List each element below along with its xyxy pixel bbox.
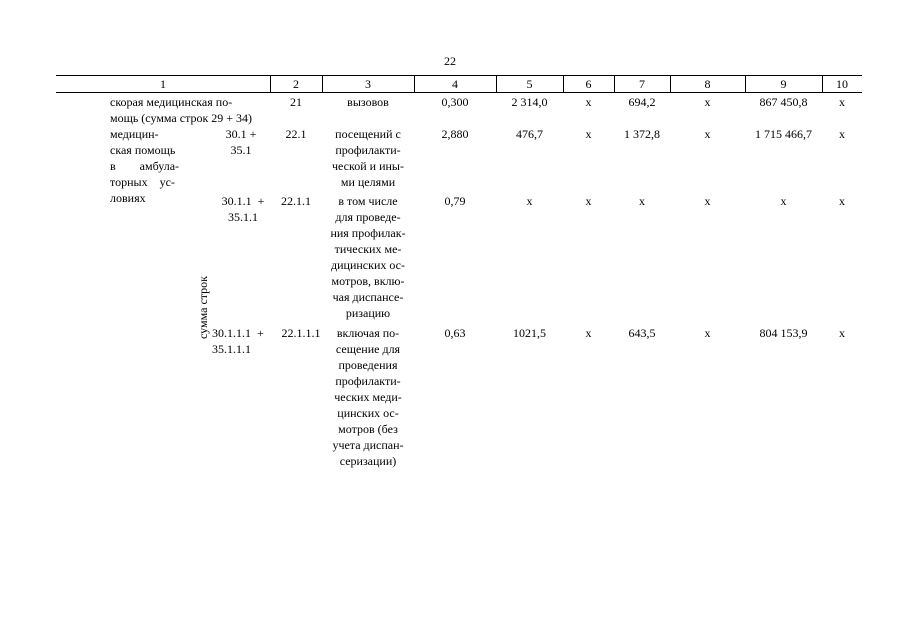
row2-lines: 30.1 + 35.1 xyxy=(225,127,257,157)
row1-name: скорая медицинская по- мощь (сумма строк 29 + 34) xyxy=(110,95,253,125)
header-bottom-border xyxy=(56,92,862,93)
row1-col10: х xyxy=(839,95,845,109)
rotated-label: сумма строк xyxy=(196,276,210,339)
header-col-9: 9 xyxy=(780,77,787,91)
row3-col5: х xyxy=(526,194,533,208)
row2-col4: 2,880 xyxy=(441,127,469,141)
row1-unit: вызовов xyxy=(347,95,389,109)
header-col-6: 6 xyxy=(585,77,592,91)
row2-col6: х xyxy=(585,127,592,141)
row4-unit: включая по- сещение для проведения профилакти- ческих меди- цинских ос- мотров (без учета диспан- серизации) xyxy=(332,326,404,468)
header-col-1: 1 xyxy=(160,77,166,91)
row4-col7: 643,5 xyxy=(628,326,656,340)
row4-col8: х xyxy=(704,326,711,340)
row1-lines: 21 xyxy=(290,95,302,109)
row2-row-no: 22.1 xyxy=(285,127,307,141)
row3-row-no: 22.1.1 xyxy=(281,194,311,208)
row3-col10: х xyxy=(839,194,845,208)
row4-col10: х xyxy=(839,326,845,340)
row2-unit: посещений с профилакти- ческой и ины- ми целями xyxy=(332,127,404,189)
row3-col4: 0,79 xyxy=(444,194,466,208)
row3-col6: х xyxy=(585,194,592,208)
row3-lines: 30.1.1 + 35.1.1 xyxy=(221,194,265,224)
row4-row-no: 22.1.1.1 xyxy=(281,326,321,340)
row2-col7: 1 372,8 xyxy=(624,127,660,141)
row1-col6: х xyxy=(585,95,592,109)
row2-col5: 476,7 xyxy=(516,127,543,141)
row1-col8: х xyxy=(704,95,711,109)
header-col-8: 8 xyxy=(704,77,711,91)
row3-col8: х xyxy=(704,194,711,208)
header-col-10: 10 xyxy=(836,77,848,91)
header-col-2: 2 xyxy=(293,77,299,91)
row3-unit: в том числе для проведе- ния профилак- тических ме- дицинских ос- мотров, вклю- чая диспансе- ризацию xyxy=(330,194,406,320)
header-col-3: 3 xyxy=(365,77,371,91)
page-number: 22 xyxy=(444,54,456,68)
row1-col7: 694,2 xyxy=(628,95,656,109)
row3-col7: х xyxy=(639,194,645,208)
row2-name: медицин- ская помощь в амбула- торных ус- ловиях xyxy=(110,127,180,205)
row1-col9: 867 450,8 xyxy=(759,95,808,109)
row4-col6: х xyxy=(585,326,592,340)
row2-col8: х xyxy=(704,127,711,141)
row1-col5: 2 314,0 xyxy=(511,95,548,109)
row4-col4: 0,63 xyxy=(444,326,466,340)
row3-col9: х xyxy=(780,194,787,208)
row4-lines: 30.1.1.1 + 35.1.1.1 xyxy=(212,326,264,356)
row2-col10: х xyxy=(839,127,845,141)
header-col-7: 7 xyxy=(639,77,645,91)
header-col-4: 4 xyxy=(452,77,458,91)
row4-col9: 804 153,9 xyxy=(759,326,808,340)
row1-col4: 0,300 xyxy=(441,95,469,109)
row4-col5: 1021,5 xyxy=(513,326,546,340)
row2-col9: 1 715 466,7 xyxy=(755,127,812,141)
header-col-5: 5 xyxy=(526,77,533,91)
